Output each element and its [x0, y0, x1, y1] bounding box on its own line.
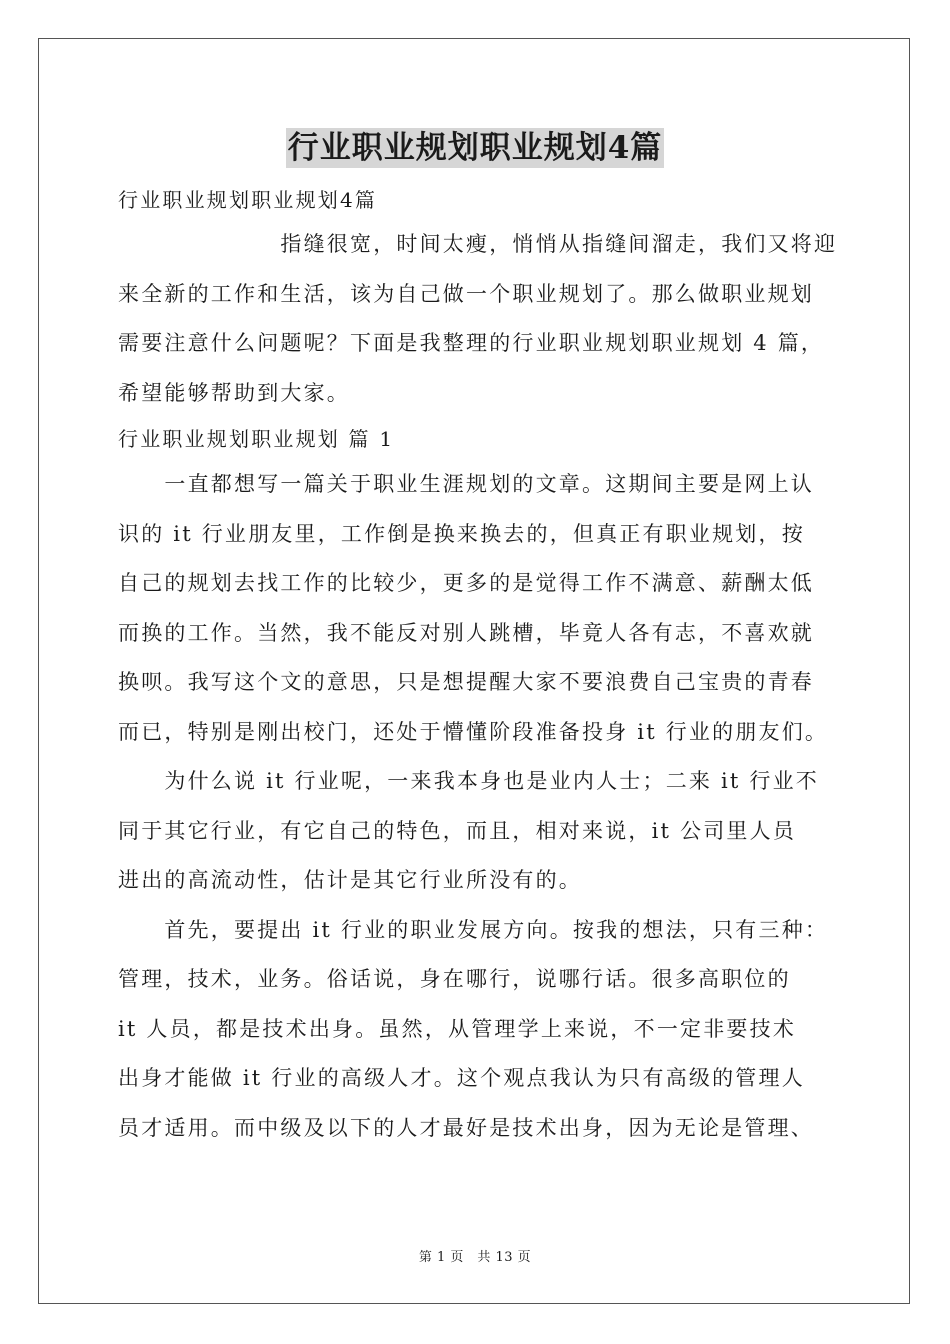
body-line: 首先，要提出 it 行业的职业发展方向。按我的想法，只有三种：: [118, 917, 829, 942]
body-line: 而换的工作。当然，我不能反对别人跳槽，毕竟人各有志，不喜欢就: [118, 620, 814, 645]
body-line: 进出的高流动性，估计是其它行业所没有的。: [118, 868, 582, 892]
body-line: 为什么说 it 行业呢，一来我本身也是业内人士；二来 it 行业不: [118, 769, 820, 793]
intro-line: 来全新的工作和生活，该为自己做一个职业规划了。那么做职业规划: [118, 281, 814, 306]
document-body: [118, 180, 840, 1153]
body-line: 出身才能做 it 行业的高级人才。这个观点我认为只有高级的管理人: [118, 1066, 805, 1090]
section-body: [118, 460, 840, 1153]
body-line: 同于其它行业，有它自己的特色，而且，相对来说，it 公司里人员: [118, 818, 797, 843]
body-line: 换呗。我写这个文的意思，只是想提醒大家不要浪费自己宝贵的青春: [118, 670, 814, 694]
intro-line: 指缝很宽，时间太瘦，悄悄从指缝间溜走，我们又将迎: [118, 232, 838, 256]
document-title: 行业职业规划职业规划4篇: [287, 130, 663, 166]
body-line: 员才适用。而中级及以下的人才最好是技术出身，因为无论是管理、: [118, 1115, 814, 1140]
body-line: 而已，特别是刚出校门，还处于懵懂阶段准备投身 it 行业的朋友们。: [118, 719, 829, 744]
intro-line: 需要注意什么问题呢？下面是我整理的行业职业规划职业规划 4 篇，: [118, 331, 825, 355]
intro-paragraph: [118, 220, 840, 418]
page-footer: 第 1 页 共 13 页: [418, 1250, 532, 1265]
body-line: it 人员，都是技术出身。虽然，从管理学上来说，不一定非要技术: [118, 1016, 797, 1041]
intro-line: 希望能够帮助到大家。: [118, 380, 350, 405]
document-subtitle: 行业职业规划职业规划4篇: [118, 188, 378, 212]
section-heading: 行业职业规划职业规划 篇 1: [118, 427, 395, 451]
body-line: 自己的规划去找工作的比较少，更多的是觉得工作不满意、薪酬太低: [118, 571, 814, 595]
body-line: 一直都想写一篇关于职业生涯规划的文章。这期间主要是网上认: [118, 472, 814, 496]
title-wrap: [0, 128, 950, 168]
body-line: 识的 it 行业朋友里，工作倒是换来换去的，但真正有职业规划，按: [118, 521, 805, 546]
body-line: 管理，技术，业务。俗话说，身在哪行，说哪行话。很多高职位的: [118, 967, 791, 991]
